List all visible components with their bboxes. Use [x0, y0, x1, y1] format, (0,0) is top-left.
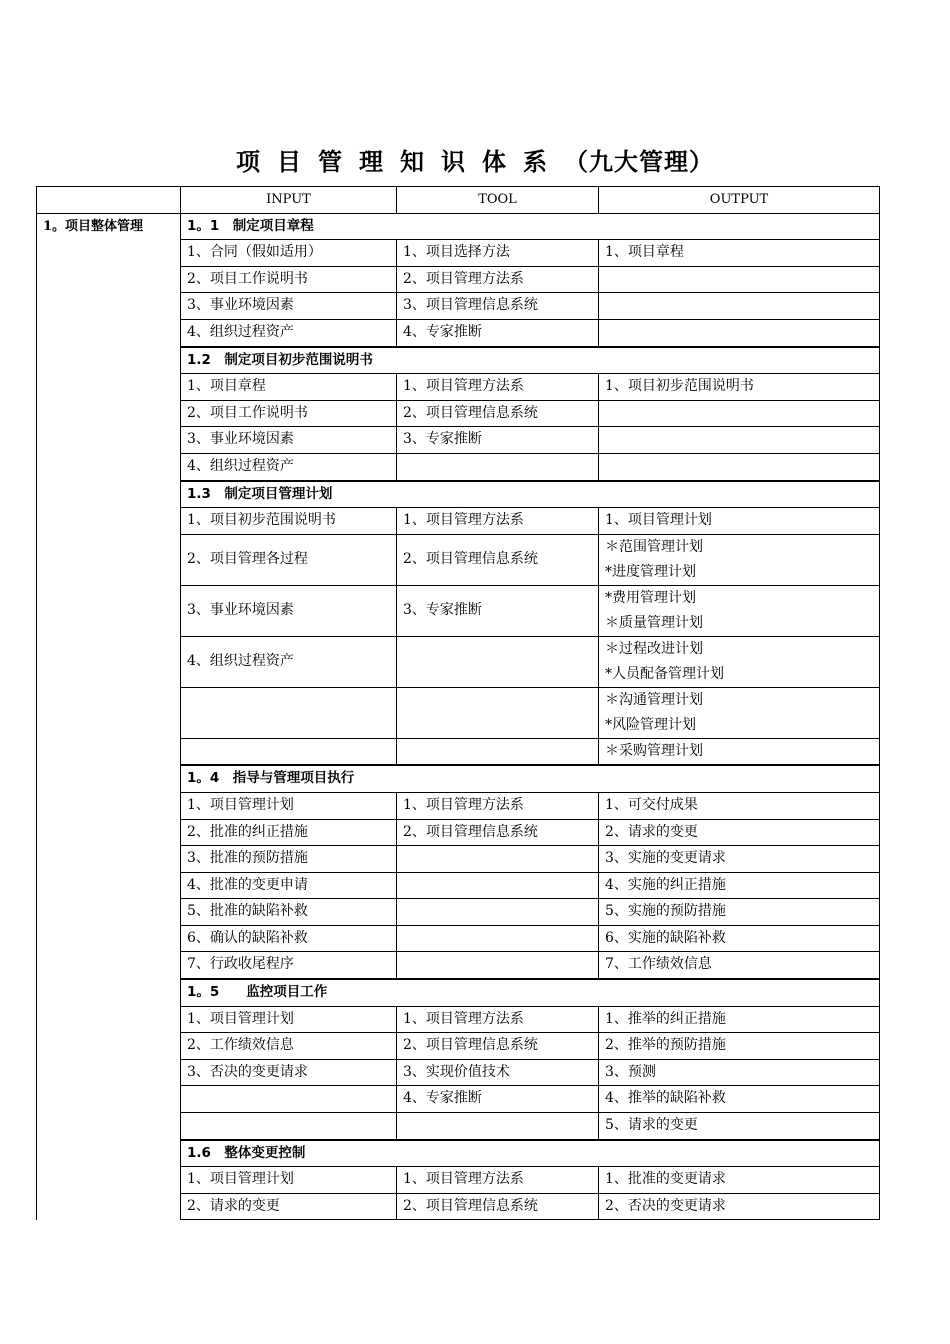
tool-cell: 4、专家推断 [397, 319, 599, 346]
output-cell: 4、推举的缺陷补救 [599, 1086, 880, 1113]
input-cell: 4、组织过程资产 [181, 453, 397, 480]
output-cell [599, 636, 880, 687]
title-char: 识 [441, 148, 466, 176]
output-cell: 2、否决的变更请求 [599, 1193, 880, 1220]
tool-cell: 2、项目管理信息系统 [397, 1193, 599, 1220]
title-char: 目 [277, 148, 302, 176]
input-cell: 1、项目管理计划 [181, 792, 397, 819]
output-cell: 2、请求的变更 [599, 819, 880, 846]
input-cell: 5、批准的缺陷补救 [181, 899, 397, 926]
output-cell [599, 687, 880, 738]
output-cell [599, 453, 880, 480]
tool-cell: 3、实现价值技术 [397, 1059, 599, 1086]
input-cell: 1、项目章程 [181, 374, 397, 401]
input-cell [181, 738, 397, 765]
tool-cell [397, 738, 599, 765]
input-cell [181, 687, 397, 738]
output-cell: 1、项目初步范围说明书 [599, 374, 880, 401]
output-cell: 5、实施的预防措施 [599, 899, 880, 926]
output-cell [599, 427, 880, 454]
tool-cell: 2、项目管理方法系 [397, 266, 599, 293]
output-cell: 5、请求的变更 [599, 1113, 880, 1140]
input-cell [181, 1113, 397, 1140]
output-cell: 1、项目章程 [599, 240, 880, 267]
tool-cell: 3、专家推断 [397, 427, 599, 454]
title-char: 项 [236, 148, 261, 176]
column-header: TOOL [397, 187, 599, 214]
output-line: *费用管理计划 [605, 589, 696, 606]
process-title: 1.6 整体变更控制 [181, 1140, 880, 1167]
process-title: 1.3 制定项目管理计划 [181, 481, 880, 508]
tool-cell: 3、专家推断 [397, 585, 599, 636]
input-cell: 2、批准的纠正措施 [181, 819, 397, 846]
tool-cell: 4、专家推断 [397, 1086, 599, 1113]
tool-cell [397, 636, 599, 687]
input-cell: 3、批准的预防措施 [181, 846, 397, 873]
output-cell [599, 266, 880, 293]
output-cell [599, 585, 880, 636]
tool-cell: 1、项目管理方法系 [397, 792, 599, 819]
area-label: 1。项目整体管理 [37, 213, 181, 1220]
tool-cell: 2、项目管理信息系统 [397, 819, 599, 846]
knowledge-table [36, 186, 880, 1220]
tool-cell [397, 453, 599, 480]
output-line: ＊沟通管理计划 [605, 691, 703, 708]
column-header: OUTPUT [599, 187, 880, 214]
tool-cell: 2、项目管理信息系统 [397, 1033, 599, 1060]
output-line: ＊范围管理计划 [605, 538, 703, 555]
input-cell: 3、否决的变更请求 [181, 1059, 397, 1086]
input-cell: 2、项目工作说明书 [181, 266, 397, 293]
output-line: *进度管理计划 [605, 563, 696, 580]
output-cell: ＊采购管理计划 [599, 738, 880, 765]
output-cell [599, 400, 880, 427]
output-cell: 4、实施的纠正措施 [599, 872, 880, 899]
output-cell: 1、可交付成果 [599, 792, 880, 819]
column-header: INPUT [181, 187, 397, 214]
tool-cell [397, 872, 599, 899]
output-line: ＊过程改进计划 [605, 640, 703, 657]
process-row [37, 213, 880, 240]
input-cell [181, 1086, 397, 1113]
tool-cell: 1、项目选择方法 [397, 240, 599, 267]
process-title: 1。5 监控项目工作 [181, 979, 880, 1006]
output-line: *人员配备管理计划 [605, 665, 724, 682]
input-cell: 3、事业环境因素 [181, 427, 397, 454]
output-line: *风险管理计划 [605, 716, 696, 733]
input-cell: 2、请求的变更 [181, 1193, 397, 1220]
title-char: 系 [523, 148, 548, 176]
input-cell: 2、项目工作说明书 [181, 400, 397, 427]
tool-cell: 1、项目管理方法系 [397, 1006, 599, 1033]
tool-cell [397, 952, 599, 979]
tool-cell [397, 925, 599, 952]
input-cell: 3、事业环境因素 [181, 585, 397, 636]
input-cell: 4、批准的变更申请 [181, 872, 397, 899]
tool-cell [397, 846, 599, 873]
input-cell: 3、事业环境因素 [181, 293, 397, 320]
title-suffix: （九大管理） [564, 148, 714, 176]
title-char: 体 [482, 148, 507, 176]
output-cell: 1、推举的纠正措施 [599, 1006, 880, 1033]
output-cell [599, 534, 880, 585]
output-cell: 2、推举的预防措施 [599, 1033, 880, 1060]
output-cell [599, 293, 880, 320]
title-char: 理 [359, 148, 384, 176]
input-cell: 1、项目管理计划 [181, 1006, 397, 1033]
tool-cell [397, 899, 599, 926]
header-row [37, 187, 880, 214]
tool-cell: 3、项目管理信息系统 [397, 293, 599, 320]
input-cell: 1、项目管理计划 [181, 1167, 397, 1194]
input-cell: 1、项目初步范围说明书 [181, 508, 397, 535]
input-cell: 4、组织过程资产 [181, 636, 397, 687]
tool-cell: 1、项目管理方法系 [397, 374, 599, 401]
process-title: 1.2 制定项目初步范围说明书 [181, 347, 880, 374]
tool-cell: 2、项目管理信息系统 [397, 534, 599, 585]
input-cell: 2、工作绩效信息 [181, 1033, 397, 1060]
title-char: 管 [318, 148, 343, 176]
title-char: 知 [400, 148, 425, 176]
input-cell: 7、行政收尾程序 [181, 952, 397, 979]
output-cell [599, 319, 880, 346]
process-title: 1。4 指导与管理项目执行 [181, 765, 880, 792]
output-line: ＊质量管理计划 [605, 614, 703, 631]
tool-cell: 2、项目管理信息系统 [397, 400, 599, 427]
process-title: 1。1 制定项目章程 [181, 213, 880, 240]
output-cell: 3、预测 [599, 1059, 880, 1086]
output-cell: 7、工作绩效信息 [599, 952, 880, 979]
input-cell: 6、确认的缺陷补救 [181, 925, 397, 952]
output-cell: 3、实施的变更请求 [599, 846, 880, 873]
tool-cell [397, 1113, 599, 1140]
input-cell: 4、组织过程资产 [181, 319, 397, 346]
tool-cell: 1、项目管理方法系 [397, 1167, 599, 1194]
input-cell: 2、项目管理各过程 [181, 534, 397, 585]
page-title [0, 146, 950, 178]
tool-cell: 1、项目管理方法系 [397, 508, 599, 535]
output-cell: 1、项目管理计划 [599, 508, 880, 535]
output-cell: 1、批准的变更请求 [599, 1167, 880, 1194]
tool-cell [397, 687, 599, 738]
column-header [37, 187, 181, 214]
input-cell: 1、合同（假如适用） [181, 240, 397, 267]
output-cell: 6、实施的缺陷补救 [599, 925, 880, 952]
